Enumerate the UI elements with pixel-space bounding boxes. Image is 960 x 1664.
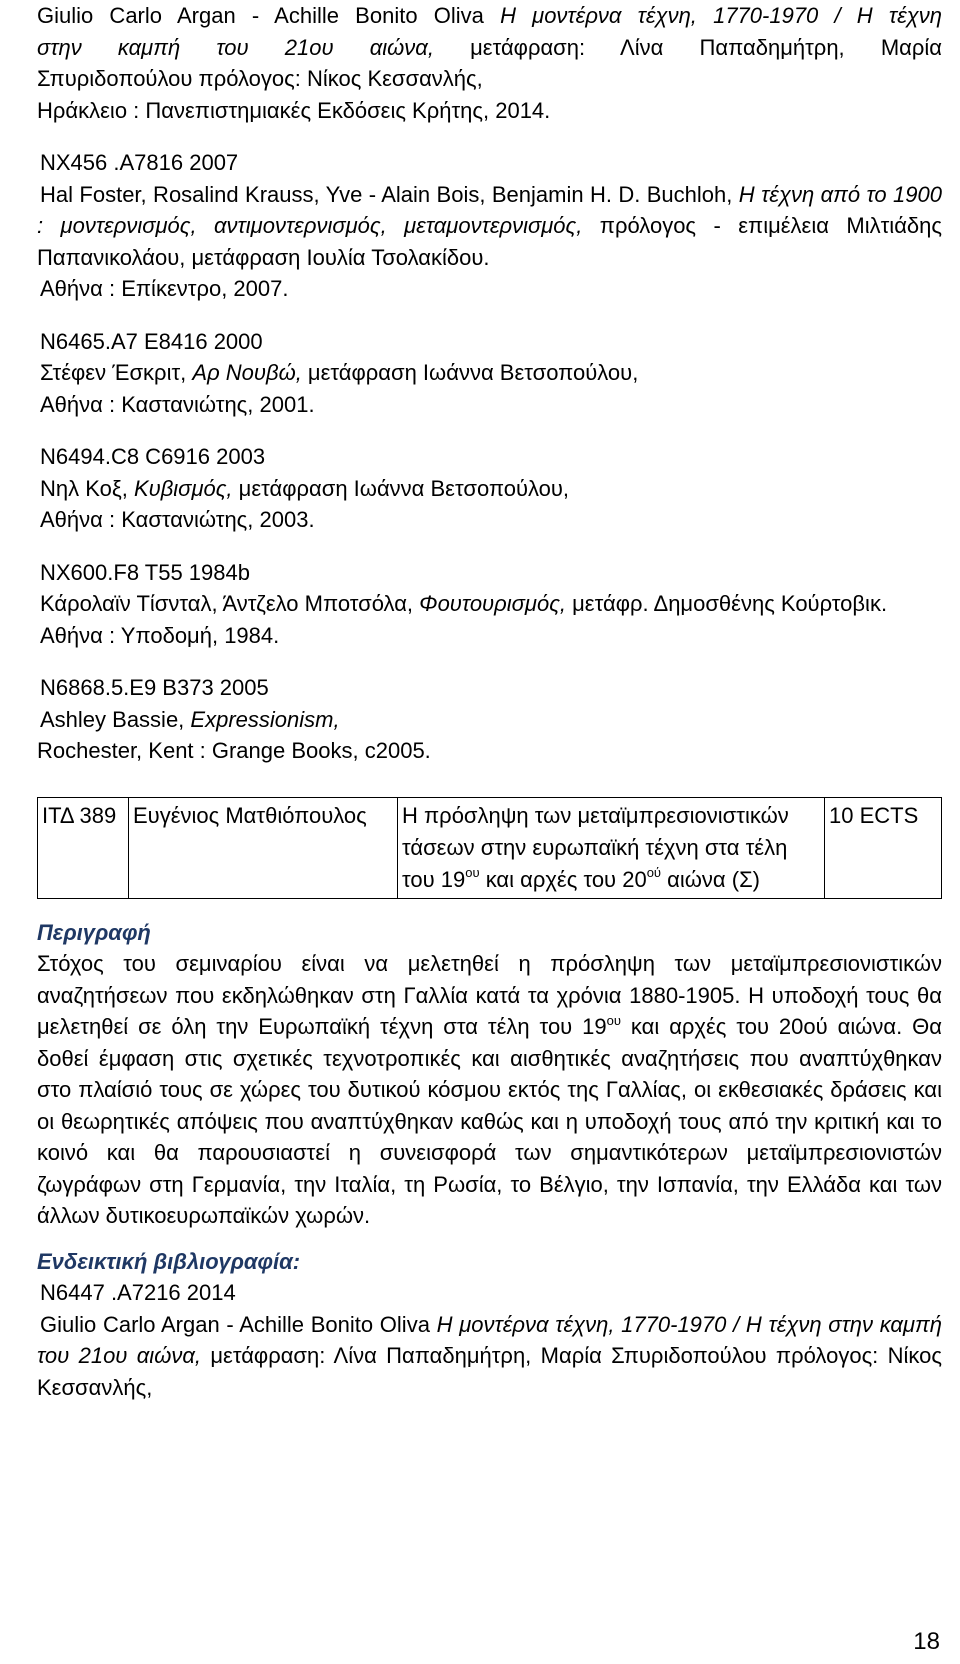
bib-author: Ashley Bassie, (40, 706, 191, 732)
bib-author: Giulio Carlo Argan - Achille Bonito Oliva (37, 3, 501, 28)
bib-publisher: Αθήνα : Καστανιώτης, 2001. (40, 391, 315, 417)
course-instructor: Ευγένιος Ματθιόπουλος (129, 797, 398, 898)
bib-entry (37, 672, 942, 767)
course-row (38, 797, 942, 898)
course-title-text: και αρχές του 20 (479, 866, 647, 892)
description-heading: Περιγραφή (37, 919, 151, 945)
bibliography-heading: Ενδεικτική βιβλιογραφία: (37, 1248, 301, 1274)
call-number: N6465.A7 E8416 2000 (40, 328, 263, 354)
page-number: 18 (913, 1628, 940, 1655)
bib-title: Η μοντέρνα τέχνη, 1770-1970 / Η τέχνη στην καμπή του 21ου αιώνα, (37, 1311, 942, 1368)
bib-rest: πρόλογος - επιμέλεια Μιλτιάδης Παπανικολάου, μετάφραση Ιουλία Τσολακίδου. (37, 213, 942, 270)
bib-publisher: Αθήνα : Επίκεντρο, 2007. (40, 276, 289, 301)
call-number: N6447 .A7216 2014 (40, 1280, 236, 1305)
bib-author: Στέφεν Έσκριτ, (40, 360, 193, 385)
superscript: ού (646, 865, 662, 881)
document-page (37, 0, 942, 1403)
bib-publisher: Αθήνα : Καστανιώτης, 2003. (40, 507, 315, 532)
description-text-part: και αρχές του 20ού αιώνα. Θα δοθεί έμφαση στις σχετικές τεχνοτροπικές και αισθητικές αναζητήσεις που αναπτύχθηκαν στο πλαίσιό τους σε χώρες του δυτικού κόσμου εκτός της Γαλλίας, οι εκθεσιακές δράσεις και οι θεωρητικές απόψεις που αναπτύχθηκαν καθώς και η υποδοχή τους από την κριτική και το κοινό και θα παρουσιαστεί η συνεισφορά των σημαντικότερων μεταϊμπρεσιονιστών ζωγράφων στη Γερμανία, την Ιταλία, τη Ρωσία, το Βέλγιο, την Ισπανία, την Ελλάδα και των άλλων δυτικοευρωπαϊκών χωρών. (37, 1014, 943, 1228)
bib-publisher: Rochester, Kent : Grange Books, c2005. (37, 738, 431, 763)
bib-entry (37, 441, 942, 536)
bib-citation (37, 179, 942, 274)
bib-author: Hal Foster, Rosalind Krauss, Yve - Alain Bois, Benjamin H. D. Buchloh, (40, 181, 739, 207)
bib-line: Ηράκλειο : Πανεπιστημιακές Εκδόσεις Κρήτης, 2014. (37, 97, 551, 123)
bib-title: Η τέχνη από το 1900 : μοντερνισμός, αντιμοντερνισμός, μεταμοντερνισμός, (37, 181, 942, 238)
superscript: ου (606, 1012, 621, 1028)
call-number: NX600.F8 T55 1984b (40, 559, 250, 585)
bib-line: Σπυριδοπούλου πρόλογος: Νίκος Κεσσανλής, (37, 66, 483, 91)
call-number: N6494.C8 C6916 2003 (40, 444, 266, 469)
bib-citation (37, 588, 942, 620)
bib-rest: μετάφρ. Δημοσθένης Κούρτοβικ. (566, 591, 888, 616)
bib-title: στην καμπή του 21ου αιώνα, (37, 34, 434, 60)
course-title-text: αιώνα (Σ) (661, 866, 761, 892)
course-code: ΙΤΔ 389 (38, 797, 129, 898)
bib-author: Κάρολαϊν Τίσνταλ, Άντζελο Μποτσόλα, (40, 591, 420, 616)
bib-line (37, 0, 942, 32)
bib-citation (37, 473, 942, 505)
bib-entry (37, 557, 942, 652)
superscript: ου (465, 865, 480, 881)
call-number: N6868.5.E9 B373 2005 (40, 675, 269, 700)
bib-rest: μετάφραση: Λίνα Παπαδημήτρη, Μαρία (433, 34, 942, 60)
bib-line (37, 32, 942, 64)
bib-author: Giulio Carlo Argan - Achille Bonito Oliva (40, 1311, 437, 1337)
bib-citation (37, 704, 942, 736)
description-text (37, 948, 942, 1232)
bib-title: Αρ Νουβώ, (192, 360, 302, 385)
bib-citation (37, 357, 942, 389)
bib-publisher: Αθήνα : Υποδομή, 1984. (40, 622, 280, 648)
course-title-text: Η πρόσληψη των μεταϊμπρεσιονιστικών τάσεων στην ευρωπαϊκή τέχνη στα τέλη του 19 (402, 802, 789, 892)
course-title (398, 797, 825, 898)
bib-title: Φουτουρισμός, (419, 591, 567, 616)
bib-title: Expressionism, (190, 706, 340, 732)
bib-title: Κυβισμός, (133, 475, 233, 501)
bib-entry-continued (37, 0, 942, 126)
call-number: NX456 .A7816 2007 (40, 150, 239, 175)
bib-rest: μετάφραση Ιωάννα Βετσοπούλου, (301, 360, 639, 385)
bib-title: Η μοντέρνα τέχνη, 1770-1970 / Η τέχνη (500, 3, 942, 28)
description-text-part: Στόχος του σεμιναρίου είναι να μελετηθεί η πρόσληψη των μεταϊμπρεσιονιστικών αναζητήσεων που εκδηλώθηκαν στη Γαλλία κατά τα χρόνια 1880-1905. Η υποδοχή τους θα μελετηθεί σε όλη την Ευρωπαϊκή τέχνη στα τέλη του 19 (37, 951, 942, 1039)
bib-entry (37, 326, 942, 421)
bib-entry (37, 147, 942, 305)
bib-rest: μετάφραση Ιωάννα Βετσοπούλου, (232, 475, 570, 501)
course-table (37, 797, 942, 899)
course-ects: 10 ECTS (825, 797, 942, 898)
bib-author: Νηλ Κοξ, (40, 475, 134, 501)
bib-citation (37, 1309, 942, 1404)
bib-rest: μετάφραση: Λίνα Παπαδημήτρη, Μαρία Σπυριδοπούλου πρόλογος: Νίκος Κεσσανλής, (37, 1343, 942, 1400)
